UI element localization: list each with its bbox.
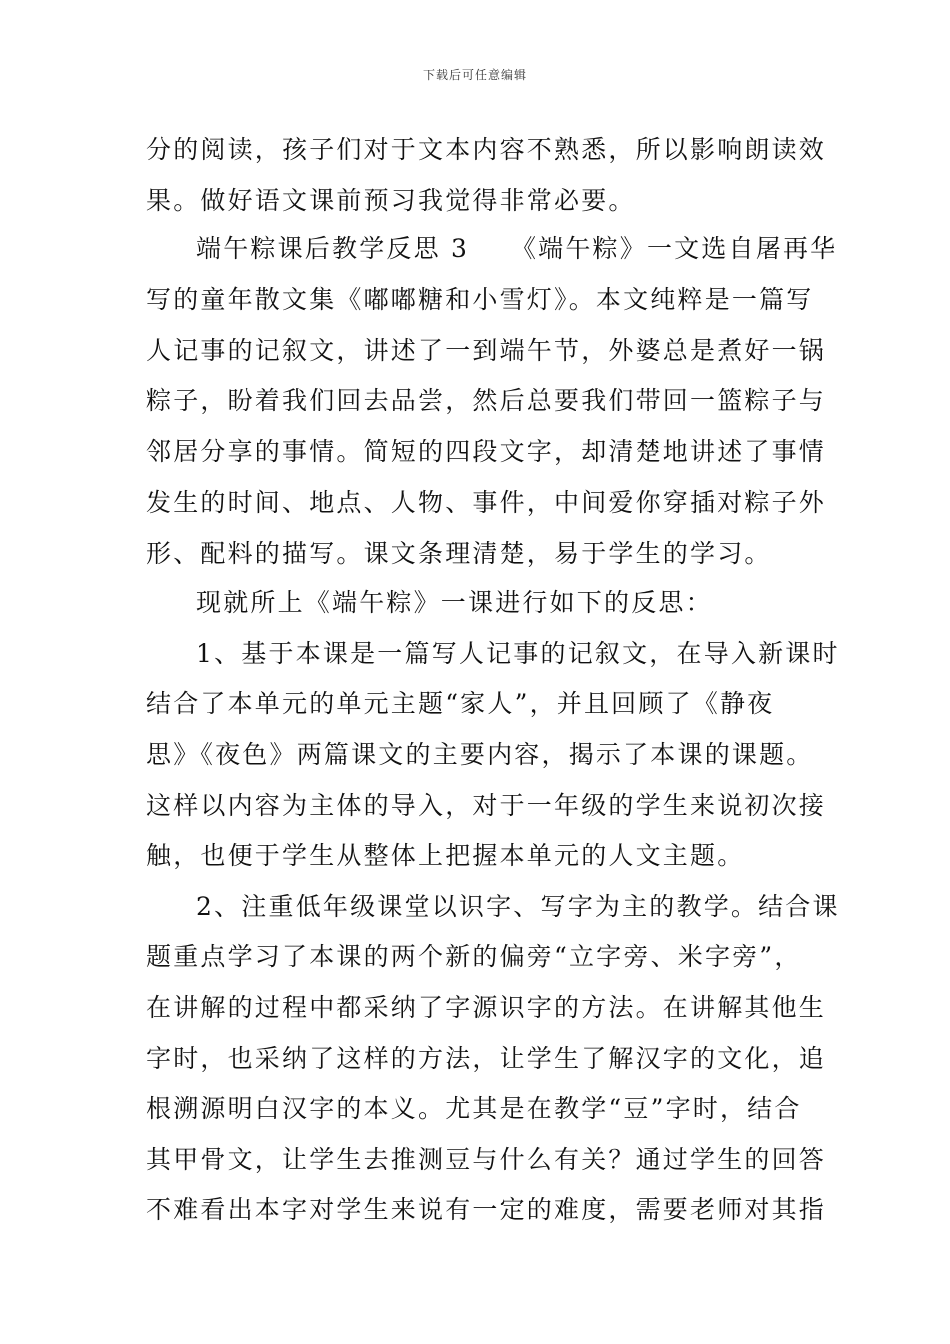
text-line: 分的阅读，孩子们对于文本内容不熟悉，所以影响朗读效 (146, 135, 827, 164)
text-line: 粽子，盼着我们回去品尝，然后总要我们带回一篮粽子与 (146, 386, 827, 415)
text-line: 2、注重低年级课堂以识字、写字为主的教学。结合课 (196, 892, 840, 921)
text-line: 字时，也采纳了这样的方法，让学生了解汉字的文化，追 (146, 1044, 827, 1073)
text-line: 1、基于本课是一篇写人记事的记叙文，在导入新课时 (196, 639, 840, 668)
text-line: 人记事的记叙文，讲述了一到端午节，外婆总是煮好一锅 (146, 336, 827, 365)
text-line: 题重点学习了本课的两个新的偏旁“立字旁、米字旁”， (146, 942, 802, 971)
text-line: 形、配料的描写。课文条理清楚，易于学生的学习。 (146, 539, 772, 568)
text-line: 果。做好语文课前预习我觉得非常必要。 (146, 186, 636, 215)
text-line: 端午粽课后教学反思 3 《端午粽》一文选自屠再华 (196, 234, 838, 263)
text-line: 不难看出本字对学生来说有一定的难度，需要老师对其指 (146, 1195, 827, 1224)
text-line: 触，也便于学生从整体上把握本单元的人文主题。 (146, 841, 745, 870)
text-line: 发生的时间、地点、人物、事件，中间爱你穿插对粽子外 (146, 488, 827, 517)
text-line: 思》《夜色》两篇课文的主要内容，揭示了本课的课题。 (146, 740, 814, 769)
text-line: 邻居分享的事情。简短的四段文字，却清楚地讲述了事情 (146, 437, 827, 466)
text-line: 根溯源明白汉字的本义。尤其是在教学“豆”字时，结合 (146, 1094, 802, 1123)
text-line: 现就所上《端午粽》一课进行如下的反思： (196, 588, 713, 617)
text-line: 写的童年散文集《嘟嘟糖和小雪灯》。本文纯粹是一篇写 (146, 285, 814, 314)
text-line: 在讲解的过程中都采纳了字源识字的方法。在讲解其他生 (146, 993, 827, 1022)
text-line: 这样以内容为主体的导入，对于一年级的学生来说初次接 (146, 791, 827, 820)
page-header: 下载后可任意编辑 (422, 68, 527, 82)
text-line: 结合了本单元的单元主题“家人”，并且回顾了《静夜 (146, 689, 775, 718)
text-line: 其甲骨文，让学生去推测豆与什么有关？通过学生的回答 (146, 1145, 827, 1174)
